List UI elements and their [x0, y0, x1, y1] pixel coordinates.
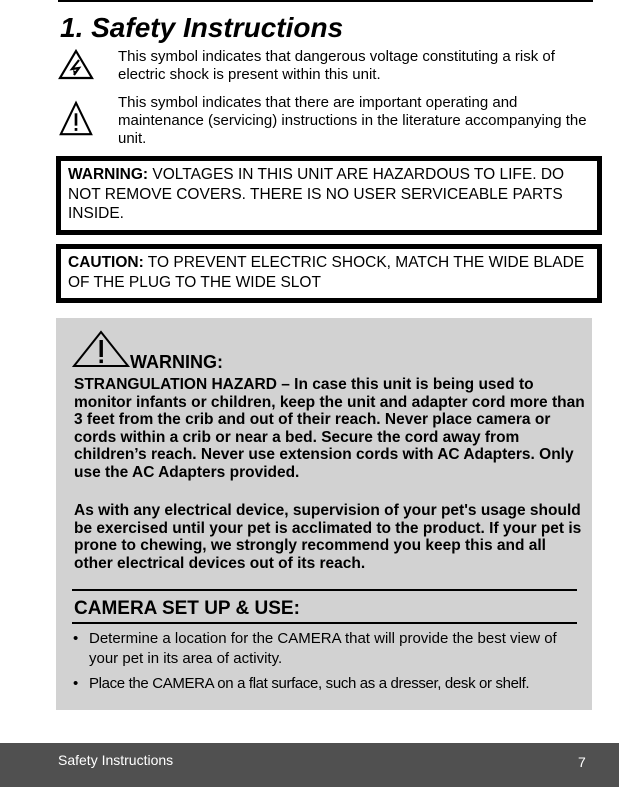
- bullet-icon: •: [73, 675, 78, 692]
- list-item-text: Place the CAMERA on a flat surface, such as a dresser, desk or shelf.: [89, 675, 530, 692]
- supervision-text: As with any electrical device, supervision of your pet's usage should be exercised until your pet is acclimated to the product. If your pet is prone to chewing, we strongly recommend you keep this and all other electrical devices out of its reach.: [74, 502, 582, 572]
- symbol-description: This symbol indicates that there are important operating and maintenance (servicing) instructions in the literature accompanying the unit.: [118, 94, 587, 147]
- page-title: 1. Safety Instructions: [60, 12, 344, 43]
- warning-box: [56, 156, 602, 235]
- top-rule: [58, 0, 593, 2]
- setup-list: [72, 629, 587, 699]
- page-number: 7: [578, 754, 586, 770]
- footer-section: Safety Instructions: [58, 752, 174, 768]
- exclamation-triangle-icon: [58, 100, 94, 138]
- symbol-row-instructions: [58, 94, 593, 148]
- symbol-row-voltage: [58, 48, 593, 88]
- section-title: CAMERA SET UP & USE:: [74, 598, 300, 619]
- list-item: [72, 674, 587, 694]
- panel-warning-label: WARNING:: [130, 352, 223, 372]
- warning-panel: [56, 318, 592, 710]
- warning-text: VOLTAGES IN THIS UNIT ARE HAZARDOUS TO LIFE. DO NOT REMOVE COVERS. THERE IS NO USER SERVICEABLE PARTS INSIDE.: [68, 166, 565, 222]
- warning-label: WARNING:: [68, 166, 149, 183]
- caution-label: CAUTION:: [68, 254, 144, 271]
- lightning-triangle-icon: [58, 48, 94, 80]
- section-rule-top: [72, 589, 577, 591]
- strangulation-hazard-text: STRANGULATION HAZARD – In case this unit is being used to monitor infants or children, keep the unit and adapter cord more than 3 feet from the crib and out of their reach. Never place camera or cords within a crib or near a bed. Secure the cord away from children’s reach. Never use extension cords with AC Adapters. Only use the AC Adapters provided.: [74, 376, 585, 481]
- symbol-description: This symbol indicates that dangerous voltage constituting a risk of electric shock is present within this unit.: [118, 48, 555, 83]
- exclamation-triangle-icon: [72, 330, 130, 368]
- section-rule-bottom: [72, 622, 577, 624]
- list-item-text: Determine a location for the CAMERA that will provide the best view of your pet in its area of activity.: [89, 630, 557, 667]
- caution-box: [56, 244, 602, 303]
- caution-text: TO PREVENT ELECTRIC SHOCK, MATCH THE WIDE BLADE OF THE PLUG TO THE WIDE SLOT: [68, 254, 585, 291]
- page-footer: [0, 743, 619, 787]
- bullet-icon: •: [73, 630, 79, 647]
- list-item: [72, 629, 587, 669]
